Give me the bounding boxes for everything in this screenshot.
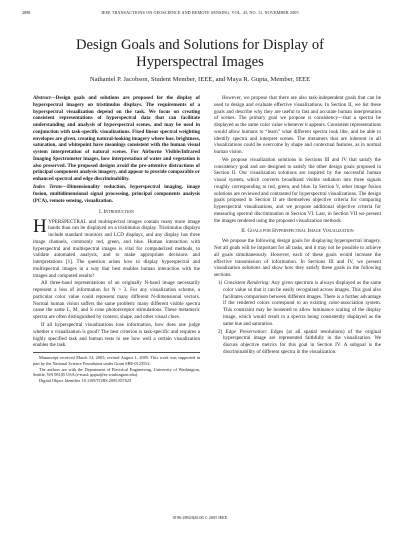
index-terms-lead: Index Terms— [33,184,68,191]
goal-title: Consistent Rendering: [223,280,270,287]
paper-title: Design Goals and Solutions for Display of Hyperspectral Images [75,37,325,70]
goals-list [214,280,381,355]
section-heading-introduction: I. Introduction [98,208,135,215]
footnote-doi: Digital Object Identifier 10.1109/TGRS.2005.857623 [39,378,132,384]
drop-cap: H [33,215,47,237]
goal-title: Edge Preservation: [225,328,268,335]
abstract-text: Design goals and solutions are proposed for the display of hyperspectral imagery on tristimulus displays. The requirements of a hyperspectral visualization depend on the task. We focus on creating consistent representations of hyperspectral data that can facilitate understanding and analysis of hyperspectral scenes, and may be used in conjunction with task-specific visualizations. Fixed linear spectral weighting envelopes are given, creating natural-looking imagery where hue, brightness, saturation, and whitepoint have meanings consistent with the human visual system interpretation of natural scenes. For Airborne Visible/Infrared Imaging Spectrometer images, how interpretation of water and vegetation is also preserved. The proposed designs avoid the pre-attentive distractions of principal component analysis imagery, and appear to provide comparable or enhanced spectral and edge discriminability. [33,95,200,182]
abstract-lead: Abstract— [33,95,56,101]
intro-paragraph-1 [33,215,200,280]
running-header [22,9,378,17]
index-terms [33,184,200,204]
right-paragraph-1: However, we propose that there are also task-independent goals that can be used to design and evaluate effective visualizations. In Section II, we list these goals and describe why they are useful to fast and accurate human interpretation of scenes. The primary goal we propose is consistency—that a spectra be displayed as the same color value whenever it appears. Consistent representations would allow humans to “learn” what different spectra look like, and be able to identify spectra and interpret scenes. The metamers that are inherent in all visualizations could be overcome by shape and contextual features, as in normal human vision. [214,95,381,155]
goal-item [214,329,381,356]
journal-line: IEEE TRANSACTIONS ON GEOSCIENCE AND REMOTE SENSING, VOL. 43, NO. 11, NOVEMBER 2005 [101,10,299,15]
goal-number: 1) [218,280,223,287]
right-paragraph-2: We propose visualization solutions in Sections III and IV that satisfy the consistency goal and are designed to satisfy the other design goals proposed in Section II. Our visualization solutions are inspired by the successful human visual system, which converts broadband visible radiation into three signals roughly corresponding to red, green, and blue. In Section V, other image fusion solutions are reviewed and contrasted for hyperspectral visualizations. The design goals proposed in Section II are themselves objective criteria for comparing hyperspectral visualizations, and we propose additional objective criteria for measuring spectral discrimination in Section VI. Last, in Section VII we present the images rendered using the proposed visualization methods. [214,156,381,224]
left-column [33,95,200,385]
goal-number: 2) [218,328,223,335]
copyright-line: 0196-2892/$20.00 © 2005 IEEE [172,515,228,520]
goal-item [214,280,381,327]
author-line: Nathaniel P. Jacobson, Student Member, IEEE, and Maya R. Gupta, Member, IEEE [89,76,311,83]
abstract [33,95,200,183]
right-column [214,95,381,357]
intro-paragraph-3: If all hyperspectral visualizations lose information, how does one judge whether a visualization is good? The best criterion is task-specific and requires a highly specified task and human tests to see how well a certain visualization enables the task. [33,322,200,349]
goals-intro-paragraph: We propose the following design goals for displaying hyperspectral imagery. Not all goals will be important for all tasks, and it may not be possible to achieve all goals simultaneously. However, each of these goals would increase the effective transmission of information. In Sections III and IV, we present visualization solutions and show how they satisfy these goals in the following sections. [214,238,381,279]
footnote-block [33,352,200,384]
footnote-manuscript: Manuscript received March 14, 2005; revised August 1, 2005. This work was supported in part by the National Science Foundation under Grant SBE-0123552. [33,355,200,366]
section-heading-goals: II. Goals for Hyperspectral Image Visualization [241,228,354,235]
index-terms-text: Dimensionality reduction, hyperspectral imaging, image fusion, multidimensional signal processing, principal components analysis (PCA), remote sensing, visualization. [33,184,200,204]
goal-text: Any given spectrum is always displayed as the same color value so that it can be easily recognized across images. This goal also facilitates comparison between different images. There is a further advantage if the rendered colors correspond to an existing color-association system. This constraint may be loosened to allow luminance scaling of the display image, which would result in a spectra being consistently displayed as the same hue and saturation. [223,280,381,327]
goal-text: Edges (at all spatial resolutions) of the original hyperspectral image are represented faithfully in the visualization. We discuss objective metrics for this goal in Section IV. A subgoal is the discriminability of different spectra in the visualization. [223,328,382,355]
footnote-affiliation: The authors are with the Department of Electrical Engineering, University of Washington, Seattle, WA 98105 USA (e-mail: gupta@ee.washington.edu). [33,366,200,378]
intro-paragraph-1-text: YPERSPECTRAL and multispectral images contain many more image bands than can be displayed on a tristimulus display. Tristimulus displays include standard monitors and LCD displays, and any display has three image channels, commonly red, green, and blue. Human interaction with hyperspectral and multispectral images is vital for computerized methods, to validate automated analysis, and to make appropriate decisions and interpretations [1]. The question arises how to display hyperspectral and multispectral images in a way that best enables human interaction with the images and computed results? [33,218,200,279]
page-number: 2888 [22,10,31,15]
intro-paragraph-2: All three-band representations of an originally N-band image necessarily represent a loss of information for N > 3. For any visualization scheme, a particular color value could represent many different N-dimensional vectors. Normal human vision suffers the same problem: many different visible spectra cause the same L, M, and S cone photoreceptor stimulations. These metameric spectra are often distinguished by context, shape, and other visual clues. [33,280,200,321]
